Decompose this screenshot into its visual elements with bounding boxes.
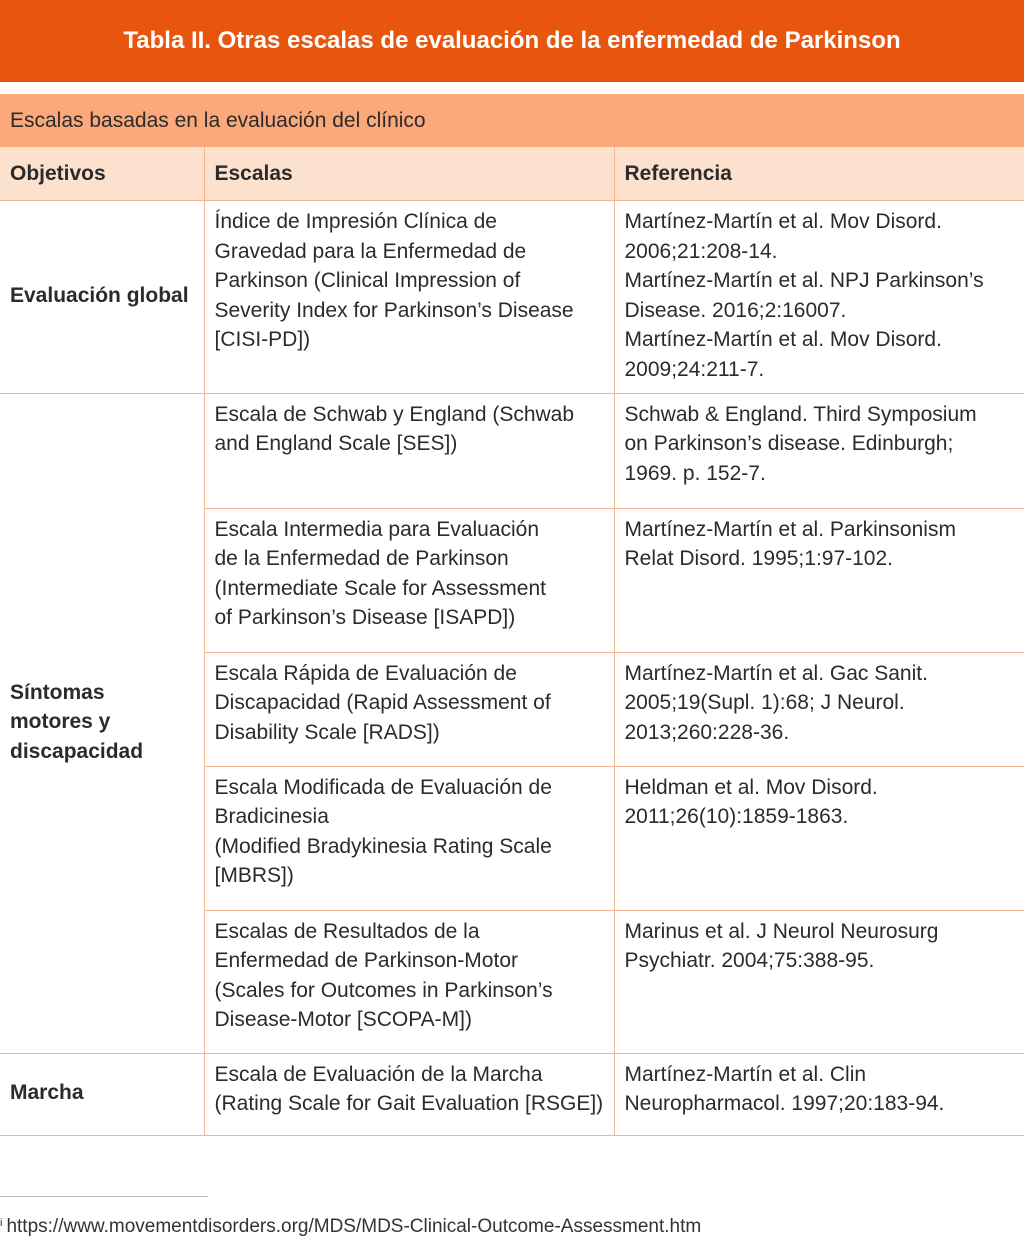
reference-line: 2009;24:211-7.: [624, 357, 765, 381]
scale-cell: [204, 910, 614, 1053]
scale-cell: [204, 393, 614, 508]
table-row: [0, 393, 1024, 508]
reference-line: 1969. p. 152-7.: [624, 461, 766, 485]
reference-line: Relat Disord. 1995;1:97-102.: [624, 547, 893, 571]
scale-line: Escala Rápida de Evaluación de: [214, 661, 517, 685]
reference-line: on Parkinson’s disease. Edinburgh;: [624, 432, 954, 456]
scale-line: de la Enfermedad de Parkinson: [214, 547, 509, 571]
scale-line: Escalas de Resultados de la: [214, 919, 480, 943]
scale-cell: [204, 508, 614, 652]
reference-line: Martínez-Martín et al. Gac Sanit.: [624, 661, 928, 685]
scale-line: Escala de Evaluación de la Marcha: [214, 1062, 543, 1086]
reference-line: Marinus et al. J Neurol Neurosurg: [624, 919, 939, 943]
scale-line: (Scales for Outcomes in Parkinson’s: [214, 978, 553, 1002]
reference-line: Neuropharmacol. 1997;20:183-94.: [624, 1092, 945, 1116]
reference-line: 2011;26(10):1859-1863.: [624, 805, 849, 829]
reference-line: Martínez-Martín et al. Parkinsonism: [624, 517, 956, 541]
table-title: Tabla II. Otras escalas de evaluación de la enfermedad de Parkinson: [0, 0, 1024, 82]
reference-line: Martínez-Martín et al. Mov Disord.: [624, 328, 942, 352]
reference-line: Schwab & England. Third Symposium: [624, 402, 977, 426]
footnote: [0, 1216, 701, 1238]
table-body: [0, 201, 1024, 1136]
scale-line: [MBRS]): [214, 864, 294, 888]
scale-line: Severity Index for Parkinson’s Disease: [214, 298, 574, 322]
reference-line: 2006;21:208-14.: [624, 239, 778, 263]
table-row: [0, 201, 1024, 394]
objective-line: Síntomas: [10, 680, 105, 704]
reference-cell: [614, 393, 1024, 508]
reference-line: Martínez-Martín et al. Mov Disord.: [624, 210, 942, 233]
reference-line: Psychiatr. 2004;75:388-95.: [624, 949, 875, 973]
scale-line: Escala Intermedia para Evaluación: [214, 517, 540, 541]
title-gap: [0, 82, 1024, 94]
scale-line: Enfermedad de Parkinson-Motor: [214, 949, 518, 973]
scale-line: Escala Modificada de Evaluación de: [214, 775, 552, 799]
scale-line: (Intermediate Scale for Assessment: [214, 576, 546, 600]
scale-line: Gravedad para la Enfermedad de: [214, 239, 527, 263]
scale-line: and England Scale [SES]): [214, 432, 458, 456]
scale-line: Discapacidad (Rapid Assessment of: [214, 691, 551, 715]
scale-line: Disease-Motor [SCOPA-M]): [214, 1008, 472, 1032]
objective-cell: Evaluación global: [0, 201, 204, 394]
reference-line: Martínez-Martín et al. NPJ Parkinson’s: [624, 269, 984, 293]
reference-cell: [614, 201, 1024, 394]
reference-cell: [614, 766, 1024, 910]
footnote-marker: i: [0, 1217, 3, 1229]
scale-cell: [204, 201, 614, 394]
objective-cell: Marcha: [0, 1053, 204, 1135]
scale-line: (Modified Bradykinesia Rating Scale: [214, 834, 552, 858]
scale-line: Bradicinesia: [214, 805, 329, 829]
reference-cell: [614, 508, 1024, 652]
scale-cell: [204, 1053, 614, 1135]
scale-line: Escala de Schwab y England (Schwab: [214, 402, 575, 426]
table-header-row: [0, 147, 1024, 201]
scale-line: Parkinson (Clinical Impression of: [214, 269, 521, 293]
table-row: [0, 1053, 1024, 1135]
header-objetivos: Objetivos: [0, 147, 204, 201]
scale-line: Disability Scale [RADS]): [214, 720, 440, 744]
scale-cell: [204, 652, 614, 766]
header-referencia: Referencia: [614, 147, 1024, 201]
objective-line: motores y: [10, 710, 111, 734]
reference-line: 2013;260:228-36.: [624, 720, 790, 744]
reference-line: 2005;19(Supl. 1):68; J Neurol.: [624, 691, 905, 715]
objective-line: discapacidad: [10, 739, 144, 763]
scale-line: [CISI-PD]): [214, 328, 311, 352]
reference-cell: [614, 910, 1024, 1053]
scale-cell: [204, 766, 614, 910]
reference-cell: [614, 1053, 1024, 1135]
header-escalas: Escalas: [204, 147, 614, 201]
scale-line: Índice de Impresión Clínica de: [214, 210, 497, 233]
scales-table: [0, 147, 1024, 1136]
reference-line: Martínez-Martín et al. Clin: [624, 1062, 867, 1086]
objective-cell: [0, 393, 204, 1053]
scale-line: (Rating Scale for Gait Evaluation [RSGE]): [214, 1092, 604, 1116]
reference-cell: [614, 652, 1024, 766]
scale-line: of Parkinson’s Disease [ISAPD]): [214, 606, 516, 630]
footnote-link[interactable]: https://www.movementdisorders.org/MDS/MDS-Clinical-Outcome-Assessment.htm: [6, 1216, 702, 1237]
footnote-divider: [0, 1196, 208, 1197]
section-heading: Escalas basadas en la evaluación del clínico: [0, 94, 1024, 147]
reference-line: Heldman et al. Mov Disord.: [624, 775, 878, 799]
reference-line: Disease. 2016;2:16007.: [624, 298, 847, 322]
